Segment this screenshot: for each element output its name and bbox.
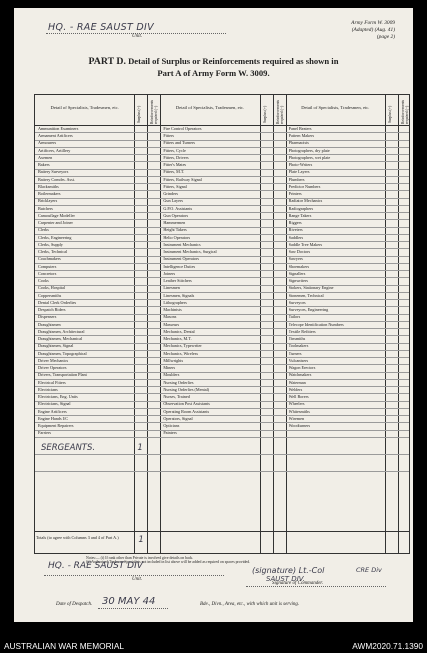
row-rule [35,219,409,220]
row-rule [35,415,409,416]
trade-cell: Observation Post Assistants [163,401,210,407]
trade-cell: Printers [288,191,302,197]
totals-rule [35,531,409,532]
trade-cell: Coppersmiths [38,292,62,298]
trade-cell: Welders [288,386,303,392]
row-rule [35,154,409,155]
trade-cell: Saddle Tree Makers [288,241,323,247]
row-rule [35,372,409,373]
row-rule [35,270,409,271]
trade-cell: Battery Comdrs. Asst. [38,176,75,182]
row-rule [35,299,409,300]
trade-cell: Millwrights [163,357,184,363]
trade-cell: Butchers [38,205,53,211]
row-rule [35,321,409,322]
trade-cell: Telecope Identification Numbers [288,321,344,327]
title-line: Part A of Army Form W. 3009. [157,67,270,78]
row-rule [35,263,409,264]
row-rule [35,401,409,402]
trade-cell: Draughtsmen, Signal [38,343,74,349]
trade-cell: Hammermen [163,220,186,226]
trade-cell: Engine Artificers [38,408,67,414]
column-header: Surplus (+) [262,105,267,123]
row-rule [35,227,409,228]
trade-cell: Engine Hands I/C [38,415,69,421]
trade-cell: Draughtsmen, Architectural [38,328,85,334]
header-rule [35,125,409,126]
trade-cell: Fitters, Cycle [163,147,186,153]
trade-cell: Riveters [288,227,303,233]
trade-cell: Photo-Writers [288,162,313,168]
row-rule [35,140,409,141]
despatch-line [98,608,168,609]
row-rule [35,386,409,387]
trade-cell: Boilermakers [38,191,61,197]
unit-label: Unit. [132,34,143,39]
bde-label: Bde., Divn., Area, etc., with which unit is serving. [200,602,300,607]
trade-cell: Range Takers [288,212,312,218]
column-header: Detail of Specialists, Tradesmen, etc. [50,105,119,110]
trade-cell: Gun Layers [163,198,183,204]
unit-handwriting: HQ. - RAE SAUST DIV [48,22,154,33]
trade-cell: Watchmakers [288,372,312,378]
column-divider [286,95,287,553]
row-rule [35,205,409,206]
trade-cell: Helio Operators [163,234,191,240]
trade-cell: Driver Operators [38,365,67,371]
archive-caption [0,640,427,653]
trade-cell: Well Borers [288,394,309,400]
trade-cell: Draughtsmen, Topographical [38,350,87,356]
trade-cell: Photographers, dry plate [288,147,330,153]
trade-cell: Operators, Signal [163,415,193,421]
row-rule [35,335,409,336]
trade-cell: Mechanics, Wireless [163,350,198,356]
row-rule [35,437,409,438]
trade-cell: Pattern Makers [288,133,315,139]
trade-cell: Shoemakers [288,263,310,269]
trade-cell: Radiator Mechanics [288,198,323,204]
form-reference [351,20,395,41]
trade-cell: Electricians, Signal [38,401,71,407]
trade-cell: Height Takers [163,227,187,233]
trade-cell: Instrument Mechanics [163,241,201,247]
row-rule [35,379,409,380]
trade-cell: Joiners [163,270,176,276]
row-rule [35,350,409,351]
row-rule [35,430,409,431]
trade-cell: Pharmacists [288,140,309,146]
trade-cell: Electricians [38,386,58,392]
trade-cell: Signwriters [288,278,308,284]
trade-cell: Saw Doctors [288,249,311,255]
column-divider [134,95,135,553]
trade-cell: Tinsmiths [288,336,306,342]
row-rule [35,169,409,170]
trade-cell: Mechanics, M.T. [163,336,192,342]
trade-cell: Driver Mechanics [38,357,69,363]
trade-cell: Sawyers [288,256,303,262]
trade-cell: Artificers, Artillery [38,147,71,153]
trade-cell: Stonemen, Technical [288,292,324,298]
trade-cell: Masseurs [163,321,180,327]
row-rule [35,357,409,358]
trade-cell: Nursing Orderlies (Mental) [163,386,210,392]
despatch-date: 30 MAY 44 [102,596,156,607]
trade-cell: Photographers, wet plate [288,154,331,160]
trade-cell: Panel Beaters [288,125,312,131]
column-header: Reinforcements required (−) [150,99,159,124]
trade-cell: Riggers [288,220,302,226]
trade-cell: G.P.O. Assistants [163,205,193,211]
form-ref-line: (page 2) [376,34,395,40]
row-rule [35,364,409,365]
column-header: Reinforcements required (−) [401,99,409,124]
trade-cell: Computers [38,263,57,269]
row-rule [35,393,409,394]
trade-cell: Draughtsmen [38,321,61,327]
row-rule [35,132,409,133]
signature-note: CRE Div [356,566,382,574]
trade-cell: Mechanics, Dental [163,328,195,334]
trades-table [34,94,410,554]
form-ref-line: (Adapted) (Aug. 41) [351,27,395,33]
row-rule [35,454,409,455]
column-divider [160,95,161,553]
trade-cell: Drivers, Transportation Plant [38,372,87,378]
row-rule [35,241,409,242]
column-header: Surplus (+) [137,105,142,123]
row-rule [35,234,409,235]
trade-cell: Lithographers [163,299,187,305]
column-divider [260,95,261,553]
trade-cell: Waterman [288,379,306,385]
form-ref-line: Army Form W. 3009 [351,20,395,26]
row-rule [35,328,409,329]
trade-cell: Instrument Operators [163,256,200,262]
trade-cell: Ammunition Examiners [38,125,79,131]
row-rule [35,161,409,162]
row-rule [35,176,409,177]
despatch-label: Date of Despatch. [56,602,93,607]
row-rule [35,212,409,213]
footer-unit-label: Unit. [132,577,143,582]
column-header: Detail of Specialists, Tradesmen, etc. [301,105,370,110]
trade-cell: Wheelers [288,401,305,407]
row-rule [35,408,409,409]
trade-cell: Nurses, Trained [163,394,190,400]
form-page [14,8,413,622]
part-label: PART D. [88,56,126,67]
trade-cell: Mechanics, Typewriter [163,343,202,349]
trade-cell: Carpenter and Joiner [38,220,73,226]
trade-cell: Armament Artificers [38,133,73,139]
row-rule [35,190,409,191]
trade-cell: Coachmakers [38,256,61,262]
row-rule [35,183,409,184]
row-rule [35,277,409,278]
trade-cell: Cooks, Hospital [38,285,65,291]
trade-cell: Blacksmiths [38,183,59,189]
trade-cell: Farriers [38,430,52,436]
trade-cell: Radiographers [288,205,314,211]
trade-cell: Fitter's Mates [163,162,187,168]
row-rule [35,285,409,286]
row-rule [35,314,409,315]
trade-cell: Toolmakers [288,343,309,349]
row-rule [35,198,409,199]
trade-cell: Fitters, Railway Signal [163,176,202,182]
row-rule [35,248,409,249]
form-title [14,56,413,78]
trade-cell: Fitters, Drivers [163,154,189,160]
trade-cell: Clerks [38,227,49,233]
trade-cell: Despatch Riders [38,307,66,313]
trade-cell: Intelligence Duties [163,263,196,269]
trade-cell: Draughtsmen, Mechanical [38,336,83,342]
signature-sub: SAUST DIV. [266,575,305,583]
totals-label: Totals (to agree with Columns 3 and 4 of Part A.) [36,534,119,540]
column-header: Detail of Specialists, Tradesmen, etc. [175,105,245,110]
trade-cell: Clerks, Engineering [38,234,72,240]
notes: Notes:— (i) If rank other than Private is involved give details on back. (ii) Authorised Trades or Specialists not included in list above will be added as required on spaces provided. [86,556,251,564]
row-rule [35,147,409,148]
handwritten-trade: SERGEANTS. [41,442,96,453]
trade-cell: Instrument Mechanics, Surgical [163,249,217,255]
trade-cell: Signallers [288,270,306,276]
row-rule [35,422,409,423]
footer-unit-line [44,575,224,576]
trade-cell: Fitters, Signal [163,183,187,189]
trade-cell: Cooks [38,278,49,284]
column-divider [398,95,399,553]
archive-name: AUSTRALIAN WAR MEMORIAL [4,641,125,651]
signature-label: Signature of Commander. [272,581,324,586]
trade-cell: Textile Refitters [288,328,316,334]
trade-cell: Concretors [38,270,57,276]
trade-cell: Tailors [288,314,301,320]
trade-cell: Moulders [163,372,180,378]
trade-cell: Fire Control Operators [163,125,202,131]
trade-cell: Woodturners [288,423,311,429]
trade-cell: Miners [163,365,176,371]
trade-cell: Wagon Erectors [288,365,316,371]
trade-cell: Stokers, Stationary Engine [288,285,334,291]
trade-cell: Electricians, Eng. Units [38,394,78,400]
trade-cell: Dental Clerk Orderlies [38,299,77,305]
row-rule [35,256,409,257]
handwritten-value: 1 [137,442,143,453]
trade-cell: Linesmen, Signals [163,292,195,298]
trade-cell: Electrical Fitters [38,379,66,385]
trade-cell: Axemen [38,154,53,160]
trade-cell: Bricklayers [38,198,58,204]
archive-ref: AWM2020.71.1390 [352,641,423,651]
trade-cell: Clerks, Supply [38,241,63,247]
column-divider [147,95,148,553]
row-rule [35,343,409,344]
totals-value: 1 [138,534,144,545]
trade-cell: Gun Operators [163,212,189,218]
column-divider [273,95,274,553]
column-divider [385,95,386,553]
column-header: Surplus (+) [388,105,392,123]
trade-cell: Fitters [163,133,175,139]
trade-cell: Clerks, Technical [38,249,68,255]
trade-cell: Camouflage Modeller [38,212,75,218]
trade-cell: Operating Room Assistants [163,408,210,414]
trade-cell: Dispensers [38,314,57,320]
trade-cell: Machinists [163,307,182,313]
trade-cell: Plate Layers [288,169,310,175]
trade-cell: Fitters and Turners [163,140,195,146]
trade-cell: Leather Stitchers [163,278,192,284]
signature-line [246,586,386,587]
trade-cell: Vulcanisers [288,357,309,363]
column-header: Reinforcements required (−) [275,99,284,124]
title-line: Detail of Surplus or Reinforcements required as shown in [128,56,339,66]
trade-cell: Equipment Repairers [38,423,74,429]
trade-cell: Whitesmiths [288,408,310,414]
trade-cell: Masons [163,314,177,320]
trade-cell: Battery Surveyors [38,169,69,175]
trade-cell: Turners [288,350,302,356]
trade-cell: Wiremen [288,415,305,421]
trade-cell: Saddlers [288,234,304,240]
trade-cell: Surveyors [288,299,306,305]
row-rule [35,471,409,472]
trade-cell: Linesmen [163,285,180,291]
trade-cell: Plumbers [288,176,305,182]
trade-cell: Nursing Orderlies [163,379,194,385]
signature: (signature) Lt.-Col [252,566,325,575]
trade-cell: Opticians [163,423,180,429]
row-rule [35,306,409,307]
trade-cell: Grinders [163,191,178,197]
trade-cell: Bakers [38,162,50,168]
trade-cell: Armourers [38,140,57,146]
footer-unit-handwriting: HQ. - RAE SAUST DIV [48,561,143,571]
trade-cell: Painters [163,430,177,436]
trade-cell: Surveyors, Engineering [288,307,329,313]
trade-cell: Fitters, M.T. [163,169,185,175]
row-rule [35,292,409,293]
trade-cell: Predictor Numbers [288,183,321,189]
